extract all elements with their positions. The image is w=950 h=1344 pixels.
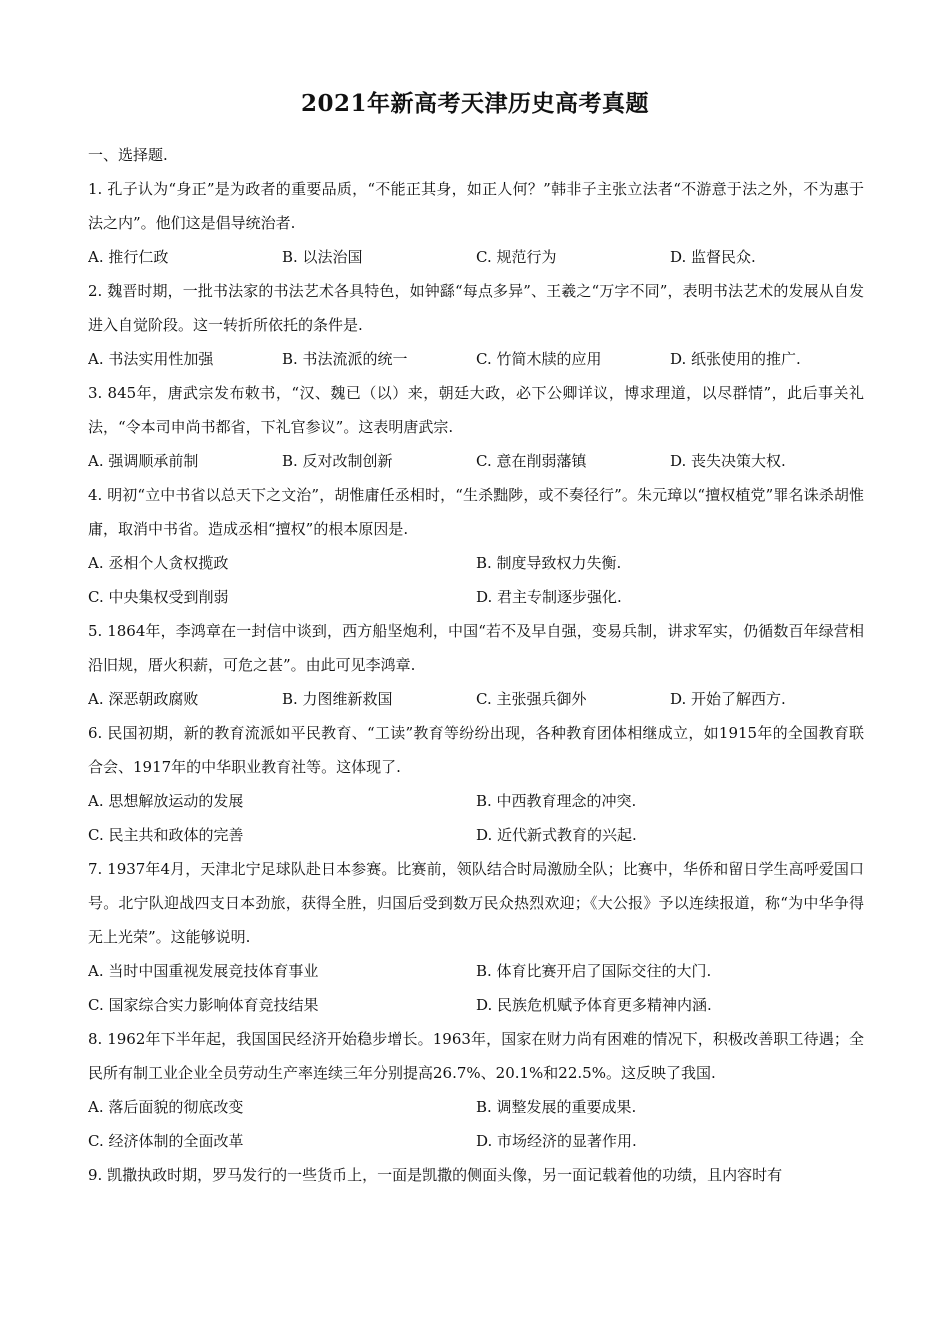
option-a: A. 当时中国重视发展竞技体育事业 bbox=[88, 962, 319, 980]
option-a: A. 强调顺承前制 bbox=[88, 452, 199, 470]
question-options-8 bbox=[88, 1090, 864, 1158]
option-b: B. 中西教育理念的冲突. bbox=[476, 792, 637, 810]
question-options-1 bbox=[88, 240, 864, 274]
question-stem-4: 4. 明初“立中书省以总天下之文治”，胡惟庸任丞相时，“生杀黜陟，或不奏径行”。朱元璋以“擅权植党”罪名诛杀胡惟庸，取消中书省。造成丞相“擅权”的根本原因是. bbox=[88, 486, 864, 538]
page-title: 2021年新高考天津历史高考真题 bbox=[300, 90, 649, 117]
question-stem-7: 7. 1937年4月，天津北宁足球队赴日本参赛。比赛前，领队结合时局激励全队；比赛中，华侨和留日学生高呼爱国口号。北宁队迎战四支日本劲旅，获得全胜，归国后受到数万民众热烈欢迎；《大公报》予以连续报道，称“为中华争得无上光荣”。这能够说明. bbox=[88, 860, 864, 946]
option-d: D. 开始了解西方. bbox=[670, 690, 786, 708]
option-c: C. 竹简木牍的应用 bbox=[476, 350, 602, 368]
question-stem-1: 1. 孔子认为“身正”是为政者的重要品质，“不能正其身，如正人何？”韩非子主张立法者“不游意于法之外，不为惠于法之内”。他们这是倡导统治者. bbox=[88, 180, 864, 232]
option-b: B. 反对改制创新 bbox=[282, 452, 393, 470]
question-options-2 bbox=[88, 342, 864, 376]
option-c: C. 民主共和政体的完善 bbox=[88, 826, 244, 844]
option-b: B. 力图维新救国 bbox=[282, 690, 393, 708]
question-stem-5: 5. 1864年，李鸿章在一封信中谈到，西方船坚炮利，中国“若不及早自强，变易兵制，讲求军实，仍循数百年绿营相沿旧规，厝火积薪，可危之甚”。由此可见李鸿章. bbox=[88, 622, 864, 674]
option-b: B. 制度导致权力失衡. bbox=[476, 554, 622, 572]
option-a: A. 书法实用性加强 bbox=[88, 350, 214, 368]
question-options-5 bbox=[88, 682, 864, 716]
question-options-6 bbox=[88, 784, 864, 852]
option-b: B. 调整发展的重要成果. bbox=[476, 1098, 637, 1116]
option-a: A. 丞相个人贪权揽政 bbox=[88, 554, 229, 572]
option-d: D. 君主专制逐步强化. bbox=[476, 588, 622, 606]
question-stem-3: 3. 845年，唐武宗发布敕书，“汉、魏已（以）来，朝廷大政，必下公卿详议，博求理道，以尽群情”，此后事关礼法，“令本司申尚书都省，下礼官参议”。这表明唐武宗. bbox=[88, 384, 864, 436]
option-c: C. 主张强兵御外 bbox=[476, 690, 587, 708]
question-stem-2: 2. 魏晋时期，一批书法家的书法艺术各具特色，如钟繇“每点多异”、王羲之“万字不同”，表明书法艺术的发展从自发进入自觉阶段。这一转折所依托的条件是. bbox=[88, 282, 864, 334]
option-d: D. 近代新式教育的兴起. bbox=[476, 826, 637, 844]
option-c: C. 国家综合实力影响体育竞技结果 bbox=[88, 996, 319, 1014]
option-c: C. 规范行为 bbox=[476, 248, 557, 266]
option-d: D. 市场经济的显著作用. bbox=[476, 1132, 637, 1150]
question-list bbox=[88, 138, 864, 1192]
section-heading: 一、选择题. bbox=[88, 146, 168, 164]
option-d: D. 纸张使用的推广. bbox=[670, 350, 801, 368]
option-a: A. 落后面貌的彻底改变 bbox=[88, 1098, 244, 1116]
question-stem-8: 8. 1962年下半年起，我国国民经济开始稳步增长。1963年，国家在财力尚有困难的情况下，积极改善职工待遇；全民所有制工业企业全员劳动生产率连续三年分别提高26.7%、20.1%和22.5%。这反映了我国. bbox=[88, 1030, 864, 1082]
question-options-3 bbox=[88, 444, 864, 478]
option-c: C. 经济体制的全面改革 bbox=[88, 1132, 244, 1150]
question-stem-6: 6. 民国初期，新的教育流派如平民教育、“工读”教育等纷纷出现，各种教育团体相继成立，如1915年的全国教育联合会、1917年的中华职业教育社等。这体现了. bbox=[88, 724, 864, 776]
option-d: D. 丧失决策大权. bbox=[670, 452, 786, 470]
question-stem-9: 9. 凯撒执政时期，罗马发行的一些货币上，一面是凯撒的侧面头像，另一面记载着他的功绩，且内容时有 bbox=[88, 1166, 783, 1184]
question-options-4 bbox=[88, 546, 864, 614]
option-a: A. 思想解放运动的发展 bbox=[88, 792, 244, 810]
option-b: B. 书法流派的统一 bbox=[282, 350, 408, 368]
question-options-7 bbox=[88, 954, 864, 1022]
option-a: A. 推行仁政 bbox=[88, 248, 169, 266]
option-b: B. 以法治国 bbox=[282, 248, 363, 266]
option-d: D. 民族危机赋予体育更多精神内涵. bbox=[476, 996, 712, 1014]
option-b: B. 体育比赛开启了国际交往的大门. bbox=[476, 962, 712, 980]
option-d: D. 监督民众. bbox=[670, 248, 756, 266]
option-c: C. 中央集权受到削弱 bbox=[88, 588, 229, 606]
option-c: C. 意在削弱藩镇 bbox=[476, 452, 587, 470]
option-a: A. 深恶朝政腐败 bbox=[88, 690, 199, 708]
